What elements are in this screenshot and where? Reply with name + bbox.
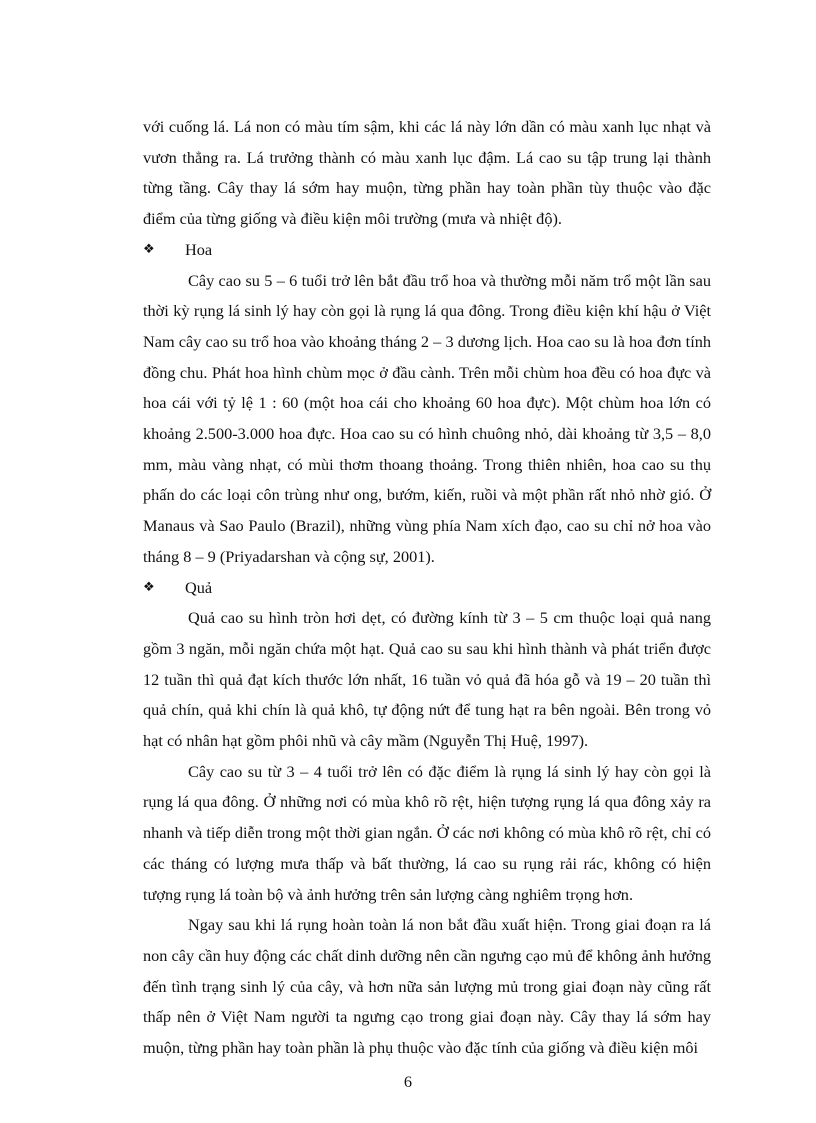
section-heading-hoa: [143, 235, 711, 266]
paragraph-flower: Cây cao su 5 – 6 tuổi trở lên bắt đầu trổ hoa và thường mỗi năm trổ một lần sau thời kỳ rụng lá sinh lý hay còn gọi là rụng lá qua đông. Trong điều kiện khí hậu ở Việt Nam cây cao su trổ hoa vào khoảng tháng 2 – 3 dương lịch. Hoa cao su là hoa đơn tính đồng chu. Phát hoa hình chùm mọc ở đầu cành. Trên mỗi chùm hoa đều có hoa đực và hoa cái với tỷ lệ 1 : 60 (một hoa cái cho khoảng 60 hoa đực). Một chùm hoa lớn có khoảng 2.500-3.000 hoa đực. Hoa cao su có hình chuông nhỏ, dài khoảng từ 3,5 – 8,0 mm, màu vàng nhạt, có mùi thơm thoang thoảng. Trong thiên nhiên, hoa cao su thụ phấn do các loại côn trùng như ong, bướm, kiến, ruồi và một phần rất nhỏ nhờ gió. Ở Manaus và Sao Paulo (Brazil), những vùng phía Nam xích đạo, cao su chỉ nở hoa vào tháng 8 – 9 (Priyadarshan và cộng sự, 2001).: [143, 270, 711, 566]
document-page: [143, 112, 711, 1064]
page-number: 6: [403, 1072, 413, 1091]
section-heading-qua: [143, 573, 711, 604]
paragraph-new-leaves: Ngay sau khi lá rụng hoàn toàn lá non bắt đầu xuất hiện. Trong giai đoạn ra lá non cây cần huy động các chất dinh dưỡng nên cần ngưng cạo mủ để không ảnh hưởng đến tình trạng sinh lý của cây, và hơn nữa sản lượng mủ trong giai đoạn này cũng rất thấp nên ở Việt Nam người ta ngưng cạo trong giai đoạn này. Cây thay lá sớm hay muộn, từng phần hay toàn phần là phụ thuộc vào đặc tính của giống và điều kiện môi: [143, 915, 711, 1058]
section-heading-label: Hoa: [185, 239, 213, 259]
diamond-bullet-icon: ❖: [143, 241, 155, 257]
diamond-bullet-icon: ❖: [143, 579, 155, 595]
paragraph-fruit: Quả cao su hình tròn hơi dẹt, có đường kính từ 3 – 5 cm thuộc loại quả nang gồm 3 ngăn, mỗi ngăn chứa một hạt. Quả cao su sau khi hình thành và phát triển được 12 tuần thì quả đạt kích thước lớn nhất, 16 tuần vỏ quả đã hóa gỗ và 19 – 20 tuần thì quả chín, quả khi chín là quả khô, tự động nứt để tung hạt ra bên ngoài. Bên trong vỏ hạt có nhân hạt gồm phôi nhũ và cây mầm (Nguyễn Thị Huệ, 1997).: [143, 608, 711, 751]
section-heading-label: Quả: [185, 577, 213, 597]
paragraph-leaf-fall: Cây cao su từ 3 – 4 tuổi trở lên có đặc điểm là rụng lá sinh lý hay còn gọi là rụng lá qua đông. Ở những nơi có mùa khô rõ rệt, hiện tượng rụng lá qua đông xảy ra nhanh và tiếp diễn trong một thời gian ngắn. Ở các nơi không có mùa khô rõ rệt, chỉ có các tháng có lượng mưa thấp và bất thường, lá cao su rụng rải rác, không có hiện tượng rụng lá toàn bộ và ảnh hưởng trên sản lượng càng nghiêm trọng hơn.: [143, 761, 711, 904]
paragraph-leaf-description: với cuống lá. Lá non có màu tím sậm, khi các lá này lớn dần có màu xanh lục nhạt và vươn thẳng ra. Lá trưởng thành có màu xanh lục đậm. Lá cao su tập trung lại thành từng tầng. Cây thay lá sớm hay muộn, từng phần hay toàn phần tùy thuộc vào đặc điểm của từng giống và điều kiện môi trường (mưa và nhiệt độ).: [143, 117, 711, 229]
